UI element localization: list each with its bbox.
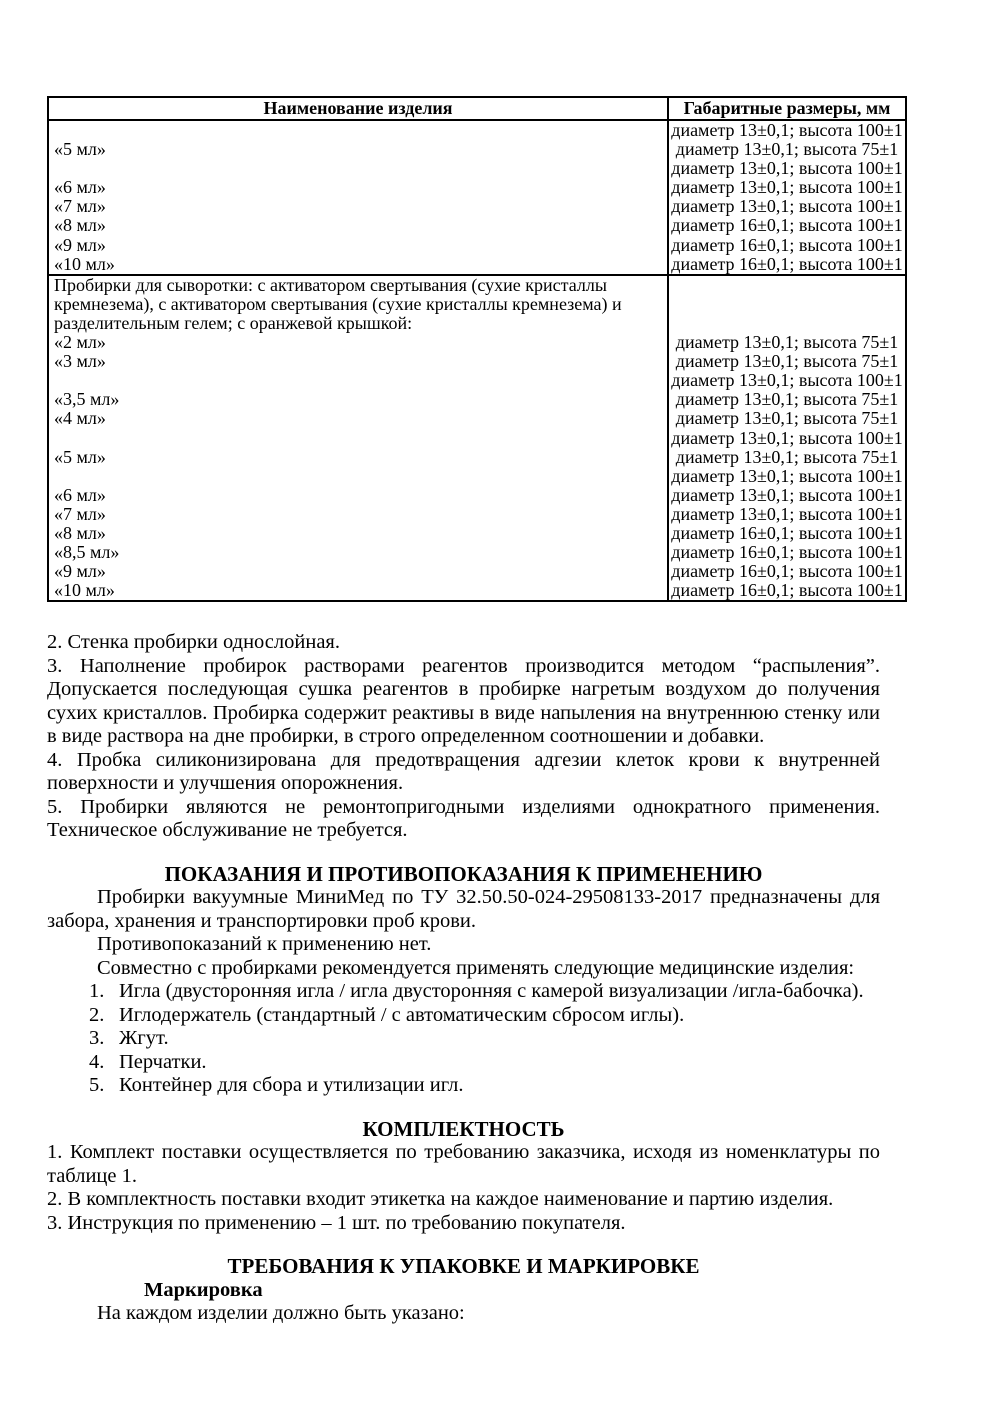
table-line: диаметр 13±0,1; высота 75±1 — [675, 447, 899, 467]
item-number: 3. — [89, 1027, 105, 1049]
table-line: «7 мл» — [54, 197, 106, 217]
recommended-item-needle — [47, 980, 880, 1004]
table-line: диаметр 13±0,1; высота 75±1 — [675, 409, 899, 429]
table-line: диаметр 16±0,1; высота 100±1 — [671, 254, 903, 274]
table-line: «9 мл» — [54, 562, 106, 582]
table-line: «5 мл» — [54, 140, 106, 160]
table-header-row — [49, 98, 905, 121]
completeness-item-3: 3. Инструкция по применению – 1 шт. по требованию покупателя. — [47, 1211, 626, 1234]
table-line: «10 мл» — [54, 254, 115, 274]
item-text: Перчатки. — [119, 1050, 207, 1073]
table-line: «3,5 мл» — [54, 390, 120, 410]
recommended-item-holder — [47, 1004, 880, 1028]
dimensions-cell — [669, 276, 905, 601]
indications-recommended-intro: Совместно с пробирками рекомендуется применять следующие медицинские изделия: — [97, 956, 855, 979]
table-line: «9 мл» — [54, 235, 106, 255]
product-spec-table — [47, 96, 907, 602]
table-line: диаметр 13±0,1; высота 100±1 — [671, 466, 903, 486]
table-line: «6 мл» — [54, 178, 106, 198]
table-line: диаметр 13±0,1; высота 100±1 — [671, 485, 903, 505]
table-line: диаметр 13±0,1; высота 75±1 — [675, 140, 899, 160]
table-line — [669, 276, 905, 295]
table-line: «8 мл» — [54, 523, 106, 543]
table-line: диаметр 16±0,1; высота 100±1 — [671, 543, 903, 563]
table-line: диаметр 16±0,1; высота 100±1 — [671, 523, 903, 543]
item-text: Игла (двусторонняя игла / игла двусторонняя с камерой визуализации /игла-бабочка). — [119, 980, 864, 1002]
document-body — [47, 601, 880, 1326]
table-row-plain-tubes — [49, 121, 905, 276]
table-line: диаметр 13±0,1; высота 100±1 — [671, 371, 903, 391]
table-line: диаметр 16±0,1; высота 100±1 — [671, 216, 903, 236]
table-line: диаметр 13±0,1; высота 75±1 — [675, 390, 899, 410]
table-line: диаметр 13±0,1; высота 100±1 — [671, 428, 903, 448]
table-line: диаметр 13±0,1; высота 75±1 — [675, 352, 899, 372]
table-line — [669, 314, 905, 333]
table-line — [54, 159, 667, 178]
table-line: диаметр 13±0,1; высота 100±1 — [671, 504, 903, 524]
indications-contra: Противопоказаний к применению нет. — [97, 933, 432, 955]
table-line: кремнезема), с активатором свертывания (сухие кристаллы кремнезема) и — [54, 294, 622, 314]
packaging-heading: ТРЕБОВАНИЯ К УПАКОВКЕ И МАРКИРОВКЕ — [227, 1254, 700, 1278]
note-tube-wall: 2. Стенка пробирки однослойная. — [47, 631, 340, 653]
completeness-heading: КОМПЛЕКТНОСТЬ — [362, 1116, 565, 1141]
table-line: диаметр 13±0,1; высота 100±1 — [671, 178, 903, 198]
col-header-product-name: Наименование изделия — [49, 98, 669, 119]
indications-purpose: Пробирки вакуумные МиниМед по ТУ 32.50.50-024-29508133-2017 предназначены для забора, хранения и транспортировки проб крови. — [47, 886, 880, 932]
item-number: 5. — [89, 1074, 105, 1096]
table-line: Пробирки для сыворотки: с активатором свертывания (сухие кристаллы — [54, 275, 607, 295]
item-text: Жгут. — [119, 1027, 169, 1049]
table-line: диаметр 13±0,1; высота 100±1 — [671, 121, 903, 140]
product-names-cell — [49, 276, 669, 601]
table-line — [54, 371, 667, 390]
table-line: «6 мл» — [54, 485, 106, 505]
table-line — [669, 295, 905, 314]
recommended-item-tourniquet — [47, 1027, 880, 1051]
table-line: «4 мл» — [54, 409, 106, 429]
table-line — [54, 467, 667, 486]
note-single-use: 5. Пробирки являются не ремонтопригодными изделиями однократного применения. Техническое обслуживание не требуется. — [47, 795, 880, 841]
table-line: «5 мл» — [54, 447, 106, 467]
table-row-serum-tubes — [49, 276, 905, 601]
table-line: «3 мл» — [54, 352, 106, 372]
note-siliconized-stopper: 4. Пробка силиконизирована для предотвращения адгезии клеток крови к внутренней поверхности и улучшения опорожнения. — [47, 748, 880, 794]
table-line: «2 мл» — [54, 333, 106, 353]
table-line: «8,5 мл» — [54, 543, 120, 563]
col-header-dimensions: Габаритные размеры, мм — [683, 98, 891, 118]
table-line: диаметр 13±0,1; высота 100±1 — [671, 159, 903, 179]
product-names-cell — [49, 121, 669, 274]
table-line: разделительным гелем; с оранжевой крышкой: — [54, 313, 413, 333]
recommended-item-container — [47, 1074, 880, 1098]
dimensions-cell — [669, 121, 905, 274]
table-line — [54, 429, 667, 448]
item-number: 4. — [89, 1050, 105, 1073]
completeness-item-2: 2. В комплектность поставки входит этикетка на каждое наименование и партию изделия. — [47, 1188, 834, 1210]
marking-intro: На каждом изделии должно быть указано: — [97, 1302, 465, 1324]
table-line: диаметр 16±0,1; высота 100±1 — [671, 562, 903, 582]
table-line: «8 мл» — [54, 216, 106, 236]
marking-subheading: Маркировка — [144, 1278, 263, 1301]
table-line: диаметр 16±0,1; высота 100±1 — [671, 235, 903, 255]
completeness-item-1: 1. Комплект поставки осуществляется по требованию заказчика, исходя из номенклатуры по таблице 1. — [47, 1141, 880, 1187]
table-line — [54, 121, 667, 140]
indications-heading: ПОКАЗАНИЯ И ПРОТИВОПОКАЗАНИЯ К ПРИМЕНЕНИЮ — [164, 861, 763, 886]
recommended-item-gloves — [47, 1051, 880, 1075]
item-number: 2. — [89, 1003, 105, 1026]
table-line: диаметр 16±0,1; высота 100±1 — [671, 581, 903, 601]
item-text: Иглодержатель (стандартный / с автоматическим сбросом иглы). — [119, 1003, 685, 1026]
item-number: 1. — [89, 980, 105, 1002]
table-line: «7 мл» — [54, 504, 106, 524]
table-line: «10 мл» — [54, 581, 115, 601]
note-filling-method: 3. Наполнение пробирок растворами реагентов производится методом “распыления”. Допускается последующая сушка реагентов в пробирке нагретым воздухом до получения сухих кристаллов. Пробирка содержит реактивы в виде напыления на внутреннюю стенку или в виде раствора на дне пробирки, в строго определенном соотношении и добавки. — [47, 654, 880, 747]
table-line: диаметр 13±0,1; высота 75±1 — [675, 333, 899, 353]
table-line: диаметр 13±0,1; высота 100±1 — [671, 197, 903, 217]
item-text: Контейнер для сбора и утилизации игл. — [119, 1074, 464, 1096]
